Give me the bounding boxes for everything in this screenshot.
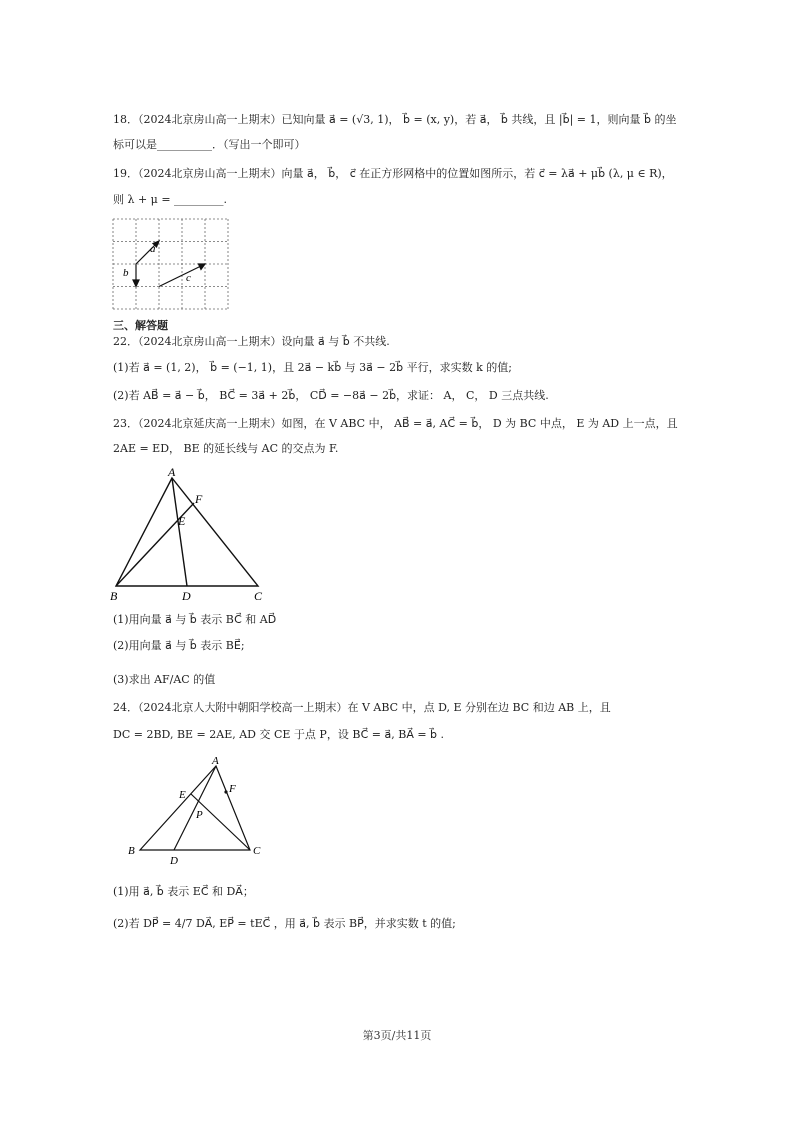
problem-24-q1: (1)用 a⃗, b⃗ 表示 EC⃗ 和 DA⃗； xyxy=(113,885,254,898)
section-heading: 三、解答题 xyxy=(113,319,168,332)
problem-23-q1: (1)用向量 a⃗ 与 b⃗ 表示 BC⃗ 和 AD⃗ xyxy=(113,613,277,626)
problem-19-line-2: 则 λ + μ = _________. xyxy=(113,193,228,206)
problem-23-q2: (2)用向量 a⃗ 与 b⃗ 表示 BE⃗; xyxy=(113,639,245,652)
triangle-abc xyxy=(116,478,258,586)
label-c: c⃗ xyxy=(186,272,200,284)
vector-grid-figure xyxy=(112,218,230,312)
problem-22-line-1: 22．（2024北京房山高一上期末）设向量 a⃗ 与 b⃗ 不共线. xyxy=(113,335,390,348)
triangle-figure-23 xyxy=(108,462,274,608)
label-e: E xyxy=(179,789,186,801)
label-f: F xyxy=(195,492,203,506)
label-p: P xyxy=(196,809,203,821)
label-c: C xyxy=(254,589,263,603)
problem-23-q3: (3)求出 AF/AC 的值 xyxy=(113,673,216,686)
problem-18-line-1: 18．（2024北京房山高一上期末）已知向量 a⃗ = (√3, 1)， b⃗ = (x, y)，若 a⃗， b⃗ 共线，且 |b⃗| = 1，则向量 b⃗ 的坐 xyxy=(113,113,677,126)
label-d: D xyxy=(170,855,178,866)
label-b: B xyxy=(110,589,118,603)
label-a: A xyxy=(168,465,176,479)
problem-24-q2: (2)若 DP⃗ = 4/7 DA⃗, EP⃗ = tEC⃗ ，用 a⃗, b⃗ 表示 BP⃗，并求实数 t 的值; xyxy=(113,917,456,930)
label-c: C xyxy=(253,845,261,857)
label-b: B xyxy=(128,845,135,857)
label-b: b⃗ xyxy=(123,267,138,279)
problem-18-line-2: 标可以是__________．（写出一个即可） xyxy=(113,138,306,151)
problem-23-line-1: 23．（2024北京延庆高一上期末）如图，在 V ABC 中， AB⃗ = a⃗, AC⃗ = b⃗， D 为 BC 中点， E 为 AD 上一点，且 xyxy=(113,417,678,430)
label-f: F xyxy=(229,783,236,795)
triangle-figure-24 xyxy=(122,754,272,866)
label-e: E xyxy=(178,514,186,528)
problem-24-line-1: 24．（2024北京人大附中朝阳学校高一上期末）在 V ABC 中，点 D, E 分别在边 BC 和边 AB 上，且 xyxy=(113,701,611,714)
label-d: D xyxy=(182,589,191,603)
page-footer: 第3页/共11页 xyxy=(362,1029,432,1042)
problem-19-line-1: 19．（2024北京房山高一上期末）向量 a⃗， b⃗， c⃗ 在正方形网格中的位置如图所示，若 c⃗ = λa⃗ + μb⃗ (λ, μ ∈ R)， xyxy=(113,167,673,180)
problem-23-line-2: 2AE = ED， BE 的延长线与 AC 的交点为 F. xyxy=(113,442,339,455)
segment-ad xyxy=(174,766,216,850)
segment-ec xyxy=(191,794,250,850)
problem-22-q1: (1)若 a⃗ = (1, 2)， b⃗ = (−1, 1)，且 2a⃗ − kb⃗ 与 3a⃗ − 2b⃗ 平行，求实数 k 的值; xyxy=(113,361,512,374)
label-a: a⃗ xyxy=(150,243,165,255)
problem-22-q2: (2)若 AB⃗ = a⃗ − b⃗， BC⃗ = 3a⃗ + 2b⃗， CD⃗ = −8a⃗ − 2b⃗，求证： A， C， D 三点共线. xyxy=(113,389,549,402)
label-a: A xyxy=(212,755,219,767)
problem-24-line-2: DC = 2BD, BE = 2AE, AD 交 CE 于点 P，设 BC⃗ = a⃗, BA⃗ = b⃗ . xyxy=(113,728,445,741)
